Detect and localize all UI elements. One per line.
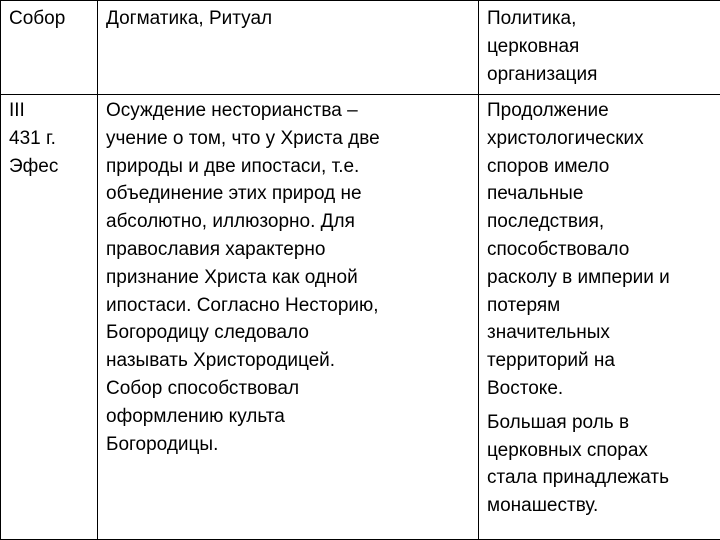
politics-line: потерям — [487, 294, 561, 316]
table-row — [1, 95, 720, 540]
dogma-line: Богородицы. — [106, 433, 219, 455]
dogma-line: Собор способствовал — [106, 377, 300, 399]
politics-line: территорий на — [487, 350, 615, 372]
dogma-line: Осуждение несторианства – — [106, 100, 358, 121]
dogma-line: природы и две ипостаси, т.е. — [106, 155, 360, 177]
dogma-line: называть Христородицей. — [106, 350, 336, 372]
politics-line: Востоке. — [487, 377, 564, 399]
politics-paragraph-consequences — [487, 97, 720, 403]
politics-line: Большая роль в — [487, 411, 630, 433]
dogma-line: объединение этих природ не — [106, 183, 362, 205]
politics-cell — [479, 95, 720, 540]
politics-line: споров имело — [487, 155, 610, 177]
politics-line: расколу в империи и — [487, 266, 670, 288]
dogma-line: оформлению культа — [106, 405, 285, 427]
politics-line: способствовало — [487, 238, 630, 260]
politics-line: печальные — [487, 183, 584, 205]
politics-line: Продолжение — [487, 100, 609, 121]
header-politics-line: организация — [487, 63, 598, 85]
council-number: III — [9, 100, 25, 121]
council-year: 431 г. — [9, 127, 56, 149]
header-council-label: Собор — [9, 8, 66, 29]
header-politics-line: Политика, — [487, 8, 577, 29]
dogma-line: абсолютно, иллюзорно. Для — [106, 211, 355, 233]
dogma-line: признание Христа как одной — [106, 266, 358, 288]
politics-line: последствия, — [487, 211, 605, 233]
politics-line: церковных спорах — [487, 439, 648, 461]
dogma-line: Богородицу следовало — [106, 322, 309, 344]
dogma-line: учение о том, что у Христа две — [106, 127, 380, 149]
politics-line: монашеству. — [487, 495, 599, 517]
politics-paragraph-monasticism — [487, 409, 720, 520]
council-cell — [1, 95, 98, 540]
dogma-line: ипостаси. Согласно Несторию, — [106, 294, 379, 316]
header-dogma — [98, 1, 479, 95]
politics-line: христологических — [487, 127, 644, 149]
header-council — [1, 1, 98, 95]
dogma-cell — [98, 95, 479, 540]
header-politics — [479, 1, 720, 95]
header-dogma-label: Догматика, Ритуал — [106, 8, 273, 29]
politics-line: стала принадлежать — [487, 467, 670, 489]
dogma-line: православия характерно — [106, 238, 326, 260]
council-place: Эфес — [9, 155, 59, 177]
table-header-row — [1, 1, 720, 95]
header-politics-line: церковная — [487, 35, 580, 57]
politics-line: значительных — [487, 322, 610, 344]
